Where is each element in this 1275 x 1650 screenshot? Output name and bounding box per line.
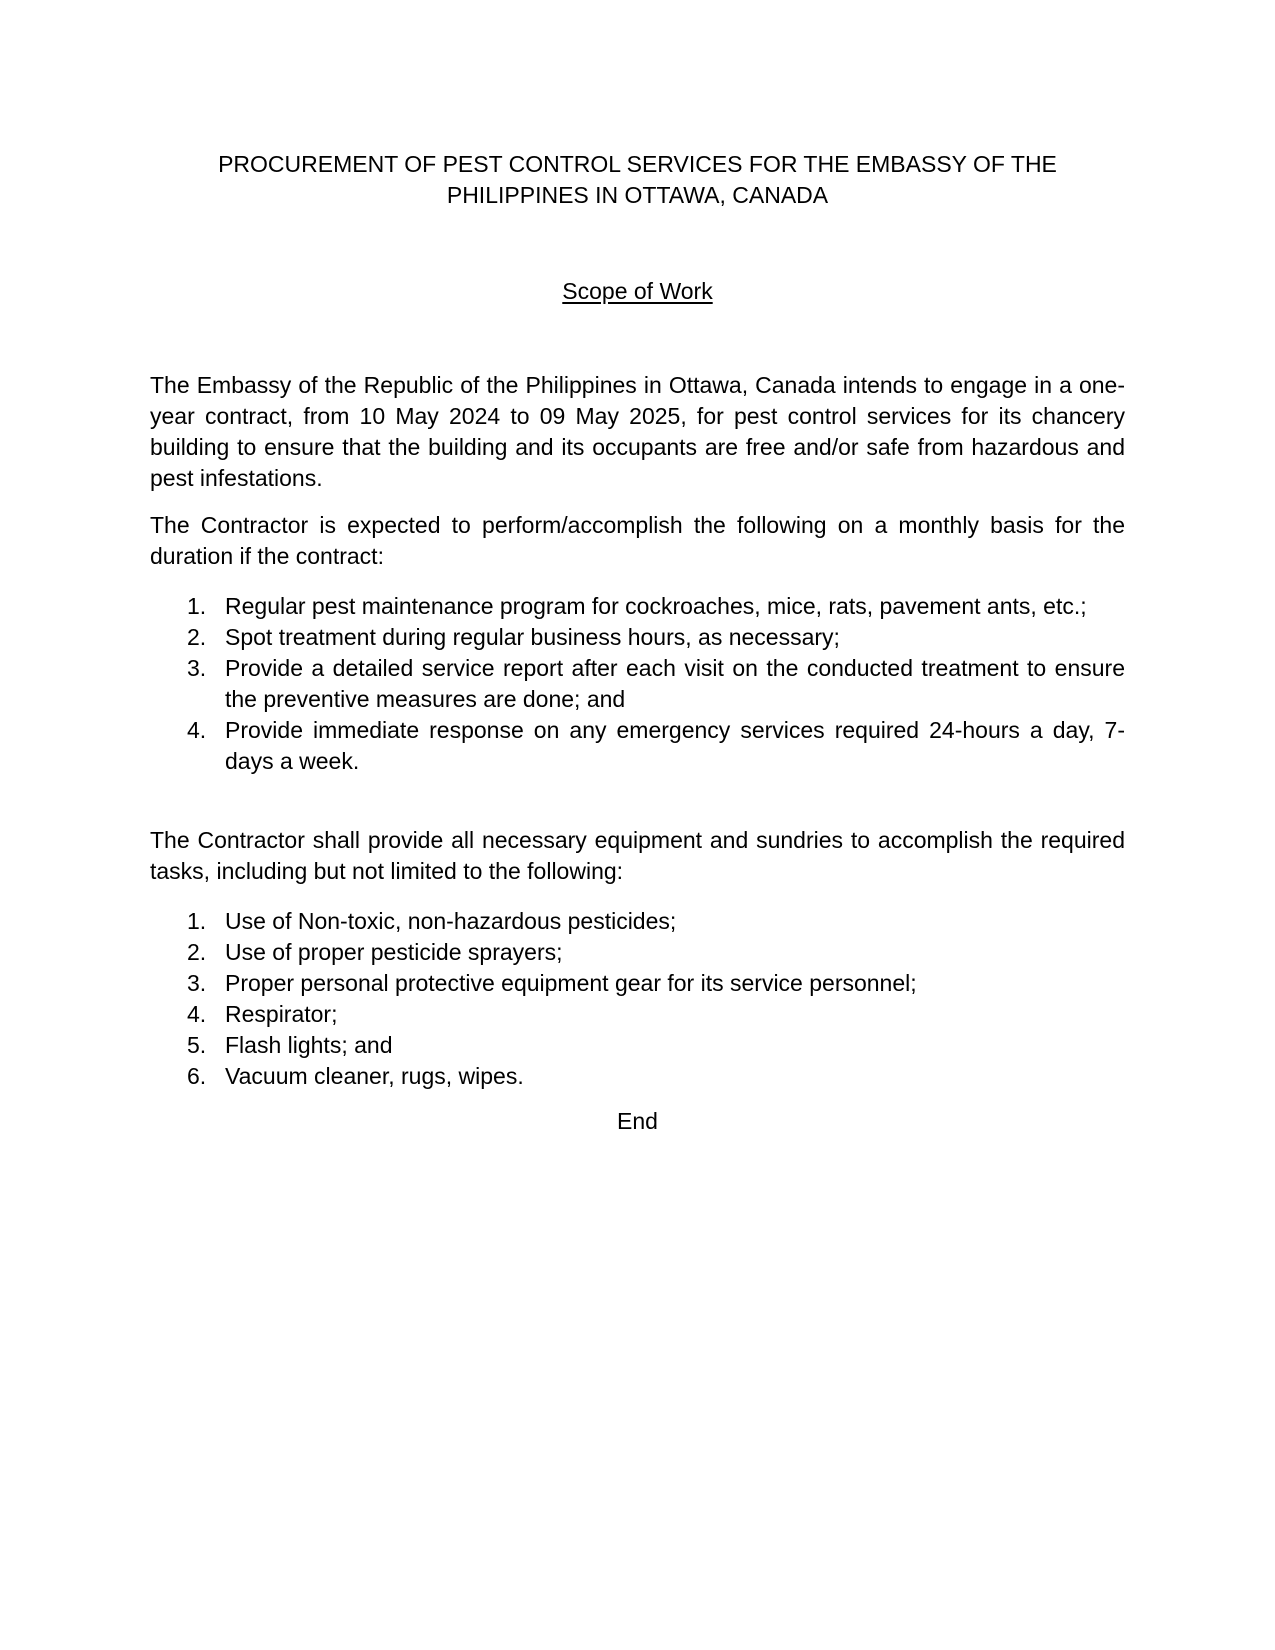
list-item-number: 1. [187,908,207,934]
list-item [150,968,1125,999]
intro-section [150,370,1125,494]
list-item-text: Vacuum cleaner, rugs, wipes. [225,1063,524,1089]
list-item-text: Regular pest maintenance program for cockroaches, mice, rats, pavement ants, etc.; [225,593,1087,619]
list-item [150,653,1125,715]
list-item [150,937,1125,968]
list-item [150,622,1125,653]
section-heading [150,276,1125,307]
duties-intro-paragraph: The Contractor is expected to perform/accomplish the following on a monthly basis for the duration if the contract: [150,512,1125,569]
duties-section [150,510,1125,572]
list-item [150,999,1125,1030]
list-item [150,1061,1125,1092]
list-item [150,906,1125,937]
equipment-list-container [150,906,1125,1092]
list-item-number: 5. [187,1032,207,1058]
duties-list [150,591,1125,777]
list-item-text: Respirator; [225,1001,338,1027]
list-item-text: Proper personal protective equipment gear for its service personnel; [225,970,917,996]
list-item-number: 2. [187,939,207,965]
equipment-section [150,825,1125,887]
list-item-number: 4. [187,1001,207,1027]
list-item-text: Provide a detailed service report after each visit on the conducted treatment to ensure the preventive measures are done; and [225,655,1125,712]
list-item-text: Flash lights; and [225,1032,393,1058]
list-item-text: Spot treatment during regular business hours, as necessary; [225,624,840,650]
list-item-number: 6. [187,1063,207,1089]
equipment-intro-paragraph: The Contractor shall provide all necessary equipment and sundries to accomplish the required tasks, including but not limited to the following: [150,827,1125,884]
list-item [150,591,1125,622]
list-item [150,715,1125,777]
list-item-text: Provide immediate response on any emergency services required 24-hours a day, 7-days a week. [225,717,1125,774]
scope-of-work-heading: Scope of Work [562,278,713,304]
intro-paragraph: The Embassy of the Republic of the Philippines in Ottawa, Canada intends to engage in a one-year contract, from 10 May 2024 to 09 May 2025, for pest control services for its chancery building to ensure that the building and its occupants are free and/or safe from hazardous and pest infestations. [150,372,1125,491]
list-item-number: 2. [187,624,207,650]
equipment-list [150,906,1125,1092]
end-marker: End [617,1108,658,1134]
list-item-number: 3. [187,970,207,996]
list-item-number: 1. [187,593,207,619]
duties-list-container [150,591,1125,777]
list-item-number: 4. [187,717,207,743]
list-item-text: Use of Non-toxic, non-hazardous pesticides; [225,908,677,934]
list-item-number: 3. [187,655,207,681]
document-title: PROCUREMENT OF PEST CONTROL SERVICES FOR THE EMBASSY OF THE PHILIPPINES IN OTTAWA, CANADA [218,151,1057,208]
list-item [150,1030,1125,1061]
list-item-text: Use of proper pesticide sprayers; [225,939,563,965]
